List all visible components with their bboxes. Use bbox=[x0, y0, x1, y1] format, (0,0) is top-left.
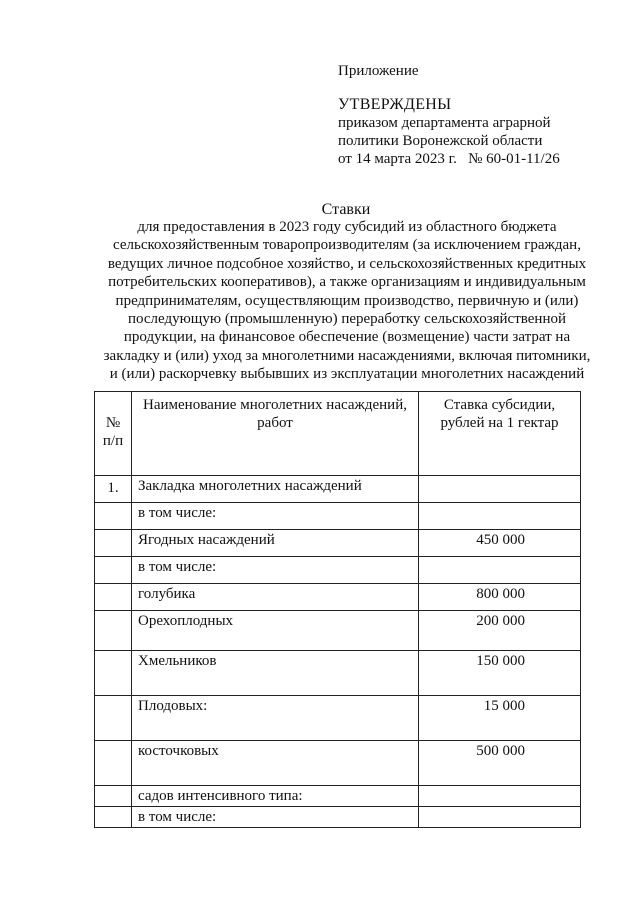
header-rate bbox=[419, 392, 581, 476]
row-value bbox=[419, 557, 581, 584]
header-num-abbr: п/п bbox=[102, 433, 124, 449]
rates-table bbox=[94, 391, 581, 828]
row-name: Орехоплодных bbox=[132, 611, 419, 651]
subtitle-line: потребительских кооперативов), а также организациям и индивидуальным bbox=[108, 274, 586, 291]
header-name-line1: Наименование многолетних насаждений, bbox=[143, 397, 407, 413]
subtitle-line: и (или) раскорчевку выбывших из эксплуатации многолетних насаждений bbox=[109, 366, 585, 383]
row-num bbox=[95, 611, 132, 651]
row-num bbox=[95, 696, 132, 741]
subtitle-line: для предоставления в 2023 году субсидий из областного бюджета bbox=[137, 219, 557, 235]
subtitle-line: ведущих личное подсобное хозяйство, и сельскохозяйственных кредитных bbox=[107, 255, 587, 272]
header-rate-line1: Ставка субсидии, bbox=[443, 397, 556, 413]
table-row bbox=[95, 807, 581, 828]
row-num bbox=[95, 651, 132, 696]
row-num bbox=[95, 530, 132, 557]
table-header-row bbox=[95, 392, 581, 476]
header-num-symbol: № bbox=[105, 415, 121, 431]
approval-line-3: от 14 марта 2023 г. № 60-01-11/26 bbox=[338, 151, 560, 167]
document-title: Ставки bbox=[321, 201, 371, 218]
subtitle-line: сельскохозяйственным товаропроизводителям (за исключением граждан, bbox=[113, 237, 581, 254]
row-value: 800 000 bbox=[419, 584, 581, 611]
header-rate-line2: рублей на 1 гектар bbox=[440, 415, 559, 431]
table-row bbox=[95, 584, 581, 611]
row-value: 500 000 bbox=[419, 741, 581, 786]
table-row bbox=[95, 476, 581, 503]
row-name: в том числе: bbox=[132, 807, 419, 828]
header-name-line2: работ bbox=[257, 415, 293, 431]
row-num bbox=[95, 503, 132, 530]
subtitle-line: предпринимателям, осуществляющим производство, первичную и (или) bbox=[115, 292, 579, 309]
table-row bbox=[95, 530, 581, 557]
table-row bbox=[95, 651, 581, 696]
row-num bbox=[95, 584, 132, 611]
table-row bbox=[95, 786, 581, 807]
table-row bbox=[95, 557, 581, 584]
subtitle-line: продукции, на финансовое обеспечение (возмещение) части затрат на bbox=[123, 329, 571, 346]
row-name: косточковых bbox=[132, 741, 419, 786]
table-row bbox=[95, 611, 581, 651]
row-value bbox=[419, 476, 581, 503]
subtitle-line: закладку и (или) уход за многолетними насаждениями, включая питомники, bbox=[103, 347, 591, 364]
row-num bbox=[95, 557, 132, 584]
row-value bbox=[419, 807, 581, 828]
row-num bbox=[95, 807, 132, 828]
row-name: садов интенсивного типа: bbox=[132, 786, 419, 807]
row-name: голубика bbox=[132, 584, 419, 611]
approval-line-2: политики Воронежской области bbox=[338, 133, 543, 149]
document-subtitle bbox=[84, 218, 610, 384]
table-row bbox=[95, 503, 581, 530]
table-row bbox=[95, 741, 581, 786]
row-value: 150 000 bbox=[419, 651, 581, 696]
row-num: 1. bbox=[95, 476, 132, 503]
header-name bbox=[132, 392, 419, 476]
table-row bbox=[95, 696, 581, 741]
approval-block bbox=[338, 62, 560, 168]
row-name: Хмельников bbox=[132, 651, 419, 696]
row-name: в том числе: bbox=[132, 557, 419, 584]
subtitle-line: последующую (промышленную) переработку сельскохозяйственной bbox=[127, 311, 567, 328]
row-name: Плодовых: bbox=[132, 696, 419, 741]
row-value bbox=[419, 503, 581, 530]
approval-line-1: приказом департамента аграрной bbox=[338, 115, 551, 131]
row-num bbox=[95, 786, 132, 807]
row-value bbox=[419, 786, 581, 807]
header-num bbox=[95, 392, 132, 476]
approved-label: УТВЕРЖДЕНЫ bbox=[338, 96, 452, 113]
row-name: в том числе: bbox=[132, 503, 419, 530]
row-name: Закладка многолетних насаждений bbox=[132, 476, 419, 503]
row-value: 450 000 bbox=[419, 530, 581, 557]
appendix-label: Приложение bbox=[338, 63, 419, 79]
row-value: 200 000 bbox=[419, 611, 581, 651]
row-num bbox=[95, 741, 132, 786]
row-value: 15 000 bbox=[419, 696, 581, 741]
row-name: Ягодных насаждений bbox=[132, 530, 419, 557]
